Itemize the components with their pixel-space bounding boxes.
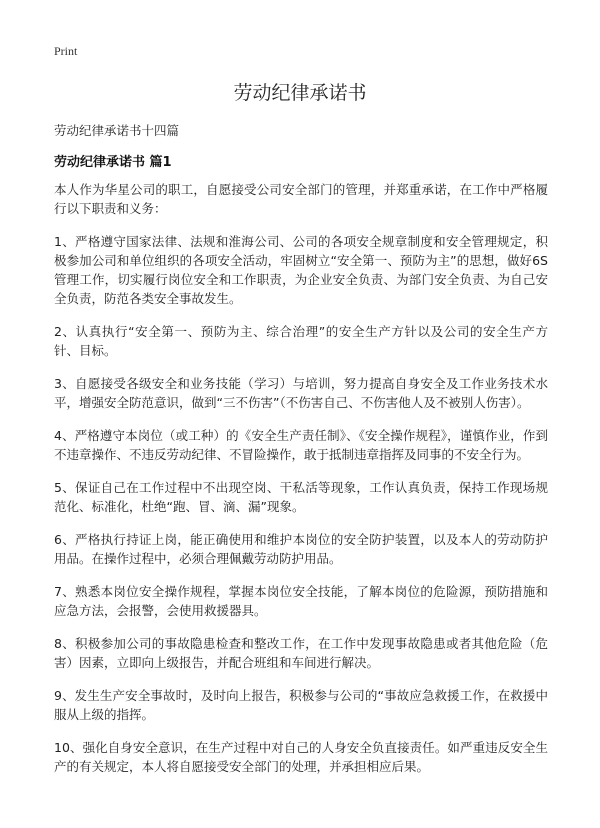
commitment-item-3: 3、自愿接受各级安全和业务技能（学习）与培训，努力提高自身安全及工作业务技术水平，增强安全防范意识，做到“三不伤害”（不伤害自己、不伤害他人及不被别人伤害）。 — [54, 376, 548, 410]
commitment-item-6: 6、严格执行持证上岗，能正确使用和维护本岗位的安全防护装置，以及本人的劳动防护用品。在操作过程中，必须合理佩戴劳动防护用品。 — [54, 532, 548, 566]
document-subtitle: 劳动纪律承诺书十四篇 — [54, 123, 180, 138]
commitment-item-4: 4、严格遵守本岗位（或工种）的《安全生产责任制》、《安全操作规程》，谨慎作业，作到不违章操作、不违反劳动纪律、不冒险操作，敢于抵制违章指挥及同事的不安全行为。 — [54, 428, 548, 462]
print-link[interactable]: Print — [54, 44, 78, 58]
commitment-item-10: 10、强化自身安全意识，在生产过程中对自己的人身安全负直接责任。如严重违反安全生产的有关规定，本人将自愿接受安全部门的处理，并承担相应后果。 — [54, 740, 548, 774]
commitment-item-1: 1、严格遵守国家法律、法规和淮海公司、公司的各项安全规章制度和安全管理规定，积极参加公司和单位组织的各项安全活动，牢固树立“安全第一、预防为主”的思想，做好6S管理工作，切实履行岗位安全和工作职责，为企业安全负责、为部门安全负责、为自己安全负责，防范各类安全事故发生。 — [54, 234, 548, 306]
page-title: 劳动纪律承诺书 — [233, 82, 367, 104]
section-heading: 劳动纪律承诺书 篇1 — [54, 155, 172, 170]
commitment-item-8: 8、积极参加公司的事故隐患检查和整改工作，在工作中发现事故隐患或者其他危险（危害）因素，立即向上级报告，并配合班组和车间进行解决。 — [54, 636, 548, 670]
commitment-item-7: 7、熟悉本岗位安全操作规程，掌握本岗位安全技能，了解本岗位的危险源，预防措施和应急方法，会报警，会使用救援器具。 — [54, 584, 548, 618]
commitment-item-5: 5、保证自己在工作过程中不出现空岗、干私活等现象，工作认真负责，保持工作现场规范化、标准化，杜绝“跑、冒、滴、漏”现象。 — [54, 480, 548, 514]
commitment-item-2: 2、认真执行“安全第一、预防为主、综合治理”的安全生产方针以及公司的安全生产方针、目标。 — [54, 324, 548, 358]
document-body — [54, 180, 548, 790]
commitment-item-9: 9、发生生产安全事故时，及时向上报告，积极参与公司的“事故应急救援工作，在救援中服从上级的指挥。 — [54, 688, 548, 722]
intro-paragraph: 本人作为华星公司的职工，自愿接受公司安全部门的管理，并郑重承诺，在工作中严格履行以下职责和义务： — [54, 182, 548, 216]
